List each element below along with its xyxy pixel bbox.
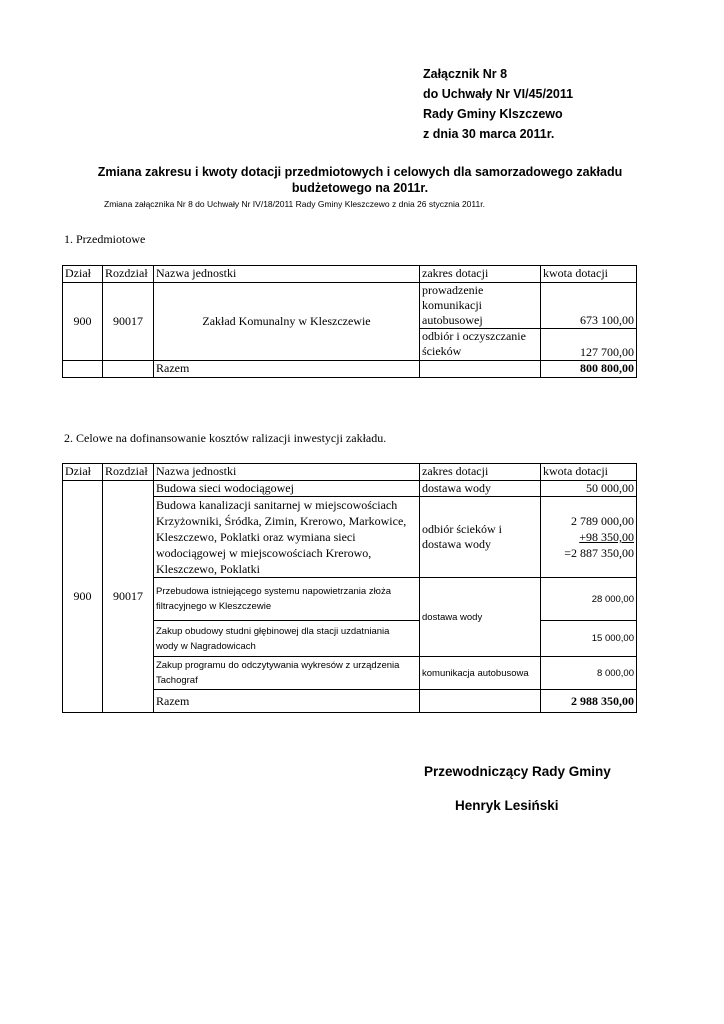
- cell-kwota: 15 000,00: [541, 621, 637, 657]
- cell-nazwa: Budowa kanalizacji sanitarnej w miejscowościach Krzyżowniki, Śródka, Zimin, Krerowo, Markowice, Kleszczewo, Poklatki oraz wymiana sieci wodociągowej w miejscowościach Krerowo, Kleszczewo, Poklatki: [154, 497, 420, 578]
- cell-zakres: dostawa wody: [420, 481, 541, 497]
- document-title: [60, 164, 660, 196]
- header-nazwa: Nazwa jednostki: [154, 464, 420, 481]
- header-line-council: Rady Gminy Klszczewo: [423, 107, 563, 121]
- cell-kwota: 50 000,00: [541, 481, 637, 497]
- document-subtitle: Zmiana załącznika Nr 8 do Uchwały Nr IV/18/2011 Rady Gminy Kleszczewo z dnia 26 stycznia 2011r.: [104, 199, 485, 209]
- cell-nazwa: Zakup obudowy studni głębinowej dla stacji uzdatniania wody w Nagradowicach: [154, 621, 420, 657]
- cell-zakres: odbiór i oczyszczanie ścieków: [420, 329, 541, 361]
- total-label: Razem: [154, 690, 420, 713]
- table-row: [63, 481, 637, 497]
- header-rozdzial: Rozdział: [103, 464, 154, 481]
- cell-kwota: 28 000,00: [541, 578, 637, 621]
- header-line-date: z dnia 30 marca 2011r.: [423, 127, 555, 141]
- header-line-resolution: do Uchwały Nr VI/45/2011: [423, 87, 574, 101]
- cell-nazwa: Zakład Komunalny w Kleszczewie: [154, 283, 420, 361]
- header-zakres: zakres dotacji: [420, 266, 541, 283]
- cell-nazwa: Przebudowa istniejącego systemu napowietrzania złoża filtracyjnego w Kleszczewie: [154, 578, 420, 621]
- cell-dzial: 900: [63, 283, 103, 361]
- total-value: 2 988 350,00: [541, 690, 637, 713]
- section1-table: [62, 265, 637, 378]
- total-label: Razem: [154, 361, 420, 378]
- signature-name: Henryk Lesiński: [455, 798, 559, 813]
- title-line-2: budżetowego na 2011r.: [291, 181, 429, 195]
- section2-label: 2. Celowe na dofinansowanie kosztów ralizacji inwestycji zakładu.: [64, 431, 387, 445]
- header-line-attachment: Załącznik Nr 8: [423, 67, 508, 81]
- cell-kwota: 8 000,00: [541, 657, 637, 690]
- cell-rozdzial: 90017: [103, 481, 154, 713]
- document-header: [423, 64, 573, 144]
- table-header-row: [63, 464, 637, 481]
- cell-kwota: 673 100,00: [541, 283, 637, 329]
- table-total-row: [63, 361, 637, 378]
- cell-rozdzial: 90017: [103, 283, 154, 361]
- header-kwota: kwota dotacji: [541, 464, 637, 481]
- header-zakres: zakres dotacji: [420, 464, 541, 481]
- cell-zakres: prowadzenie komunikacji autobusowej: [420, 283, 541, 329]
- cell-nazwa: Zakup programu do odczytywania wykresów z urządzenia Tachograf: [154, 657, 420, 690]
- title-line-1: Zmiana zakresu i kwoty dotacji przedmiotowych i celowych dla samorzadowego zakładu: [97, 165, 623, 179]
- cell-zakres-shared: dostawa wody: [420, 578, 541, 657]
- table-header-row: [63, 266, 637, 283]
- cell-dzial: 900: [63, 481, 103, 713]
- header-nazwa: Nazwa jednostki: [154, 266, 420, 283]
- cell-zakres: odbiór ścieków i dostawa wody: [420, 497, 541, 578]
- cell-zakres: komunikacja autobusowa: [420, 657, 541, 690]
- section2-table: [62, 463, 637, 713]
- total-value: 800 800,00: [541, 361, 637, 378]
- header-dzial: Dział: [63, 464, 103, 481]
- table-row: [63, 283, 637, 329]
- signature-title: Przewodniczący Rady Gminy: [424, 764, 611, 779]
- cell-nazwa: Budowa sieci wodociągowej: [154, 481, 420, 497]
- cell-kwota: 127 700,00: [541, 329, 637, 361]
- header-dzial: Dział: [63, 266, 103, 283]
- header-kwota: kwota dotacji: [541, 266, 637, 283]
- section1-label: 1. Przedmiotowe: [64, 232, 146, 246]
- header-rozdzial: Rozdział: [103, 266, 154, 283]
- cell-kwota: 2 789 000,00 +98 350,00 =2 887 350,00: [541, 497, 637, 578]
